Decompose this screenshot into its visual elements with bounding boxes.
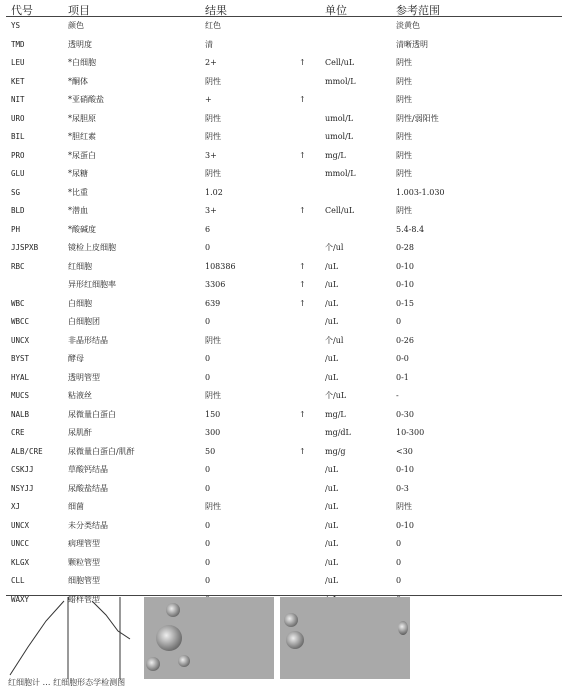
row-item: 粘液丝 <box>68 391 92 400</box>
row-reference: 0-3 <box>396 483 409 493</box>
rbc-histogram-graph <box>6 597 134 679</box>
header-unit: 单位 <box>325 4 347 17</box>
table-row <box>6 17 562 36</box>
row-result: 3+ <box>205 150 217 160</box>
row-reference: 0-10 <box>396 520 414 530</box>
table-row <box>6 480 562 499</box>
row-flag: ↑ <box>299 95 306 104</box>
table-row <box>6 110 562 129</box>
row-code: PRO <box>11 150 25 160</box>
row-code: SG <box>11 187 21 197</box>
row-reference: 0-10 <box>396 280 414 289</box>
row-code: PH <box>11 224 21 234</box>
lab-report-table <box>6 0 562 609</box>
row-code: HYAL <box>11 372 30 382</box>
row-item: 白细胞团 <box>68 317 100 326</box>
row-item: 草酸钙结晶 <box>68 465 108 474</box>
row-unit: /uL <box>325 576 339 585</box>
row-item: 镜检上皮细胞 <box>68 243 116 252</box>
row-reference: 阴性 <box>396 132 412 141</box>
row-reference: 清晰透明 <box>396 39 428 49</box>
microscopy-image-1 <box>144 597 274 679</box>
table-header <box>6 0 562 17</box>
row-code: WBC <box>11 298 25 308</box>
table-row <box>6 184 562 203</box>
table-row <box>6 498 562 517</box>
row-reference: 0-1 <box>396 372 409 382</box>
row-unit: 个/uL <box>325 391 347 400</box>
table-row <box>6 313 562 332</box>
row-item: 尿肌酐 <box>68 428 92 437</box>
row-code: CLL <box>11 576 25 585</box>
footer-caption: 红细胞计 … 红细胞形态学检测图 <box>8 678 126 687</box>
row-reference: 阴性 <box>396 58 412 67</box>
table-row <box>6 276 562 295</box>
row-result: 红色 <box>205 21 221 30</box>
row-item: 尿微量白蛋白 <box>68 409 116 419</box>
row-reference: 0-10 <box>396 465 414 474</box>
row-result: 0 <box>205 243 211 252</box>
row-code: ALB/CRE <box>11 446 43 456</box>
cell-shape <box>284 613 298 627</box>
row-item: 颜色 <box>68 21 84 30</box>
table-row <box>6 91 562 110</box>
row-flag: ↑ <box>299 280 306 289</box>
row-unit: mg/L <box>325 409 346 419</box>
cell-shape <box>156 625 182 651</box>
row-reference: 10-300 <box>396 428 425 437</box>
row-reference: 0-0 <box>396 354 409 363</box>
row-flag: ↑ <box>299 298 306 308</box>
table-row <box>6 239 562 258</box>
row-code: KET <box>11 76 25 86</box>
row-unit: /uL <box>325 502 339 511</box>
row-code: UNCC <box>11 539 30 548</box>
table-row <box>6 202 562 221</box>
row-item: 尿微量白蛋白/肌酐 <box>68 446 135 456</box>
divider <box>6 595 562 596</box>
row-reference: 0-10 <box>396 261 414 271</box>
table-row <box>6 295 562 314</box>
row-result: 0 <box>205 465 211 474</box>
row-result: 3306 <box>205 280 226 289</box>
header-item: 项目 <box>68 4 90 17</box>
row-result: 6 <box>205 224 211 234</box>
row-unit: /uL <box>325 465 339 474</box>
row-flag: ↑ <box>299 409 306 419</box>
row-item: *酸碱度 <box>68 224 96 234</box>
table-row <box>6 165 562 184</box>
row-result: 150 <box>205 409 221 419</box>
row-code: NIT <box>11 95 25 104</box>
table-row <box>6 517 562 536</box>
row-flag: ↑ <box>299 261 306 271</box>
row-code: YS <box>11 21 21 30</box>
row-item: 透明度 <box>68 39 92 49</box>
row-code: LEU <box>11 58 25 67</box>
table-row <box>6 424 562 443</box>
row-unit: /uL <box>325 298 339 308</box>
row-unit: Cell/uL <box>325 58 355 67</box>
table-row <box>6 443 562 462</box>
row-unit: mmol/L <box>325 76 356 86</box>
row-result: 0 <box>205 317 211 326</box>
row-code: RBC <box>11 261 25 271</box>
header-code: 代号 <box>11 4 33 17</box>
row-unit: /uL <box>325 354 339 363</box>
row-item: 尿酸盐结晶 <box>68 483 108 493</box>
row-item: 细胞管型 <box>68 576 100 585</box>
row-unit: mg/L <box>325 150 346 160</box>
row-reference: 阴性 <box>396 502 412 511</box>
table-row <box>6 554 562 573</box>
row-unit: mg/g <box>325 446 346 456</box>
row-code: XJ <box>11 502 21 511</box>
row-reference: 阴性 <box>396 169 412 178</box>
table-row <box>6 147 562 166</box>
row-item: 白细胞 <box>68 298 92 308</box>
cell-shape <box>398 621 408 635</box>
table-row <box>6 258 562 277</box>
row-result: 0 <box>205 354 211 363</box>
row-flag: ↑ <box>299 446 306 456</box>
row-unit: /uL <box>325 520 339 530</box>
row-item: *尿胆原 <box>68 113 96 123</box>
row-code: BYST <box>11 354 30 363</box>
table-row <box>6 128 562 147</box>
row-unit: mg/dL <box>325 428 351 437</box>
table-row <box>6 54 562 73</box>
row-result: 0 <box>205 539 211 548</box>
row-item: *潜血 <box>68 206 88 215</box>
row-flag: ↑ <box>299 58 306 67</box>
table-row <box>6 572 562 591</box>
row-result: 阴性 <box>205 132 221 141</box>
row-unit: 个/ul <box>325 335 344 345</box>
row-result: 0 <box>205 576 211 585</box>
row-reference: 0 <box>396 539 402 548</box>
row-unit: 个/ul <box>325 243 344 252</box>
row-code: UNCX <box>11 335 30 345</box>
row-reference: 阴性 <box>396 76 412 86</box>
row-result: 阴性 <box>205 113 221 123</box>
row-flag: ↑ <box>299 150 306 160</box>
row-reference: 0 <box>396 557 402 567</box>
row-item: 异形红细胞率 <box>68 280 116 289</box>
row-reference: 5.4-8.4 <box>396 224 425 234</box>
row-code: CSKJJ <box>11 465 34 474</box>
row-reference: 阴性 <box>396 95 412 104</box>
row-unit: /uL <box>325 483 339 493</box>
row-unit: /uL <box>325 539 339 548</box>
row-reference: 0-15 <box>396 298 414 308</box>
row-unit: /uL <box>325 317 339 326</box>
row-result: 0 <box>205 483 211 493</box>
row-unit: umol/L <box>325 132 354 141</box>
row-code: GLU <box>11 169 25 178</box>
row-item: *白细胞 <box>68 58 96 67</box>
row-result: 阴性 <box>205 169 221 178</box>
cell-shape <box>286 631 304 649</box>
row-item: 颗粒管型 <box>68 557 100 567</box>
row-result: 阴性 <box>205 502 221 511</box>
row-code: TMD <box>11 39 25 49</box>
row-reference: 0-30 <box>396 409 414 419</box>
row-result: 阴性 <box>205 335 221 345</box>
cell-shape <box>166 603 180 617</box>
row-result: 300 <box>205 428 221 437</box>
row-item: *尿蛋白 <box>68 150 96 160</box>
row-code: URO <box>11 113 25 123</box>
row-item: 非晶形结晶 <box>68 335 108 345</box>
row-code: KLGX <box>11 557 30 567</box>
row-result: 0 <box>205 520 211 530</box>
table-row <box>6 73 562 92</box>
cell-shape <box>178 655 190 667</box>
row-reference: 阴性 <box>396 206 412 215</box>
row-reference: 0-26 <box>396 335 414 345</box>
row-item: *比重 <box>68 187 88 197</box>
header-result: 结果 <box>205 4 227 17</box>
table-row <box>6 221 562 240</box>
row-unit: /uL <box>325 280 339 289</box>
row-result: 清 <box>205 39 213 49</box>
row-code: NSYJJ <box>11 483 34 493</box>
table-row <box>6 387 562 406</box>
table-row <box>6 332 562 351</box>
row-result: 50 <box>205 446 216 456</box>
row-reference: 阴性 <box>396 150 412 160</box>
row-code: WBCC <box>11 317 30 326</box>
cell-shape <box>146 657 160 671</box>
row-code: CRE <box>11 428 25 437</box>
row-result: 639 <box>205 298 221 308</box>
row-item: 酵母 <box>68 354 84 363</box>
row-reference: 1.003-1.030 <box>396 187 445 197</box>
row-unit: /uL <box>325 261 339 271</box>
row-reference: 0-28 <box>396 243 414 252</box>
row-item: *亚硝酸盐 <box>68 95 104 104</box>
table-row <box>6 369 562 388</box>
row-code: JJSPXB <box>11 243 39 252</box>
row-result: 3+ <box>205 206 217 215</box>
row-item: 透明管型 <box>68 372 100 382</box>
row-unit: Cell/uL <box>325 206 355 215</box>
row-result: 阴性 <box>205 391 221 400</box>
row-reference: <30 <box>396 446 413 456</box>
row-code: BLD <box>11 206 25 215</box>
table-row <box>6 461 562 480</box>
row-code: BIL <box>11 132 25 141</box>
row-code: WAXY <box>11 594 30 604</box>
row-item: 红细胞 <box>68 261 92 271</box>
row-item: *尿糖 <box>68 169 88 178</box>
row-flag: ↑ <box>299 206 306 215</box>
header-reference: 参考范围 <box>396 4 440 17</box>
row-item: *酮体 <box>68 76 88 86</box>
row-unit: /uL <box>325 372 339 382</box>
table-row <box>6 535 562 554</box>
row-result: 0 <box>205 557 211 567</box>
row-code: UNCX <box>11 520 30 530</box>
table-row <box>6 406 562 425</box>
row-item: *胆红素 <box>68 132 96 141</box>
microscopy-image-2 <box>280 597 410 679</box>
row-reference: 0 <box>396 317 402 326</box>
row-unit: /uL <box>325 557 339 567</box>
row-item: 细菌 <box>68 502 84 511</box>
row-result: + <box>205 95 212 104</box>
table-row <box>6 36 562 55</box>
row-unit: umol/L <box>325 113 354 123</box>
row-unit: mmol/L <box>325 169 356 178</box>
table-row <box>6 350 562 369</box>
row-reference: 0 <box>396 576 402 585</box>
row-result: 0 <box>205 372 211 382</box>
row-code: NALB <box>11 409 30 419</box>
row-result: 2+ <box>205 58 217 67</box>
row-reference: 淡黄色 <box>396 21 420 30</box>
row-result: 108386 <box>205 261 236 271</box>
row-reference: - <box>396 391 399 400</box>
row-result: 阴性 <box>205 76 221 86</box>
table-body <box>6 17 562 609</box>
row-code: MUCS <box>11 391 30 400</box>
row-item: 病理管型 <box>68 539 100 548</box>
row-item: 未分类结晶 <box>68 520 108 530</box>
row-item: 蜡样管型 <box>68 594 100 604</box>
row-reference: 阴性/弱阳性 <box>396 113 439 123</box>
row-result: 1.02 <box>205 187 223 197</box>
